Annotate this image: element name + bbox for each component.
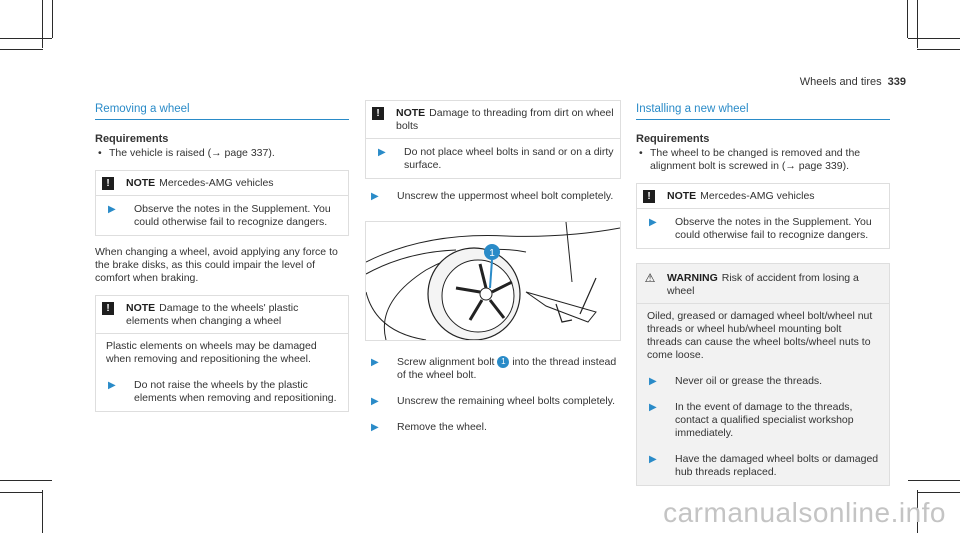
note-keyword: NOTE (667, 190, 697, 202)
note-box (95, 295, 349, 412)
wheel-drawing (366, 222, 620, 340)
step-text-part: into the thread instead of the wheel bolt. (397, 356, 617, 381)
instruction-step (96, 196, 348, 235)
warning-box (636, 263, 890, 486)
note-header (96, 296, 348, 334)
note-header (96, 171, 348, 196)
note-body: Plastic elements on wheels may be damaged when removing and repositioning the wheel. (106, 340, 317, 365)
step-text: Unscrew the remaining wheel bolts completely. (397, 395, 616, 407)
crop-mark (917, 49, 960, 50)
crop-mark (42, 0, 43, 48)
crop-mark (0, 492, 43, 493)
arrow-icon: ▶ (108, 204, 116, 215)
instruction-step (365, 388, 621, 414)
requirement-item: • The wheel to be changed is removed and the alignment bolt is screwed in (→ page 339). (636, 147, 890, 173)
arrow-icon: ▶ (649, 454, 657, 465)
crop-mark (917, 0, 918, 48)
arrow-icon: ▶ (649, 402, 657, 413)
note-keyword: NOTE (126, 302, 156, 314)
note-text: Mercedes-AMG vehicles (700, 190, 815, 202)
warning-keyword: WARNING (667, 272, 718, 284)
warning-triangle-icon: ⚠ (644, 271, 656, 285)
arrow-icon: ▶ (371, 422, 379, 433)
step-text: Remove the wheel. (397, 421, 487, 433)
left-column (95, 103, 349, 412)
note-header (366, 101, 620, 139)
paragraph: When changing a wheel, avoid applying any force to the brake disks, as this could impair the level of comfort when braking. (95, 246, 338, 284)
right-column (636, 103, 890, 486)
note-header (637, 184, 889, 209)
notice-icon: ! (102, 302, 114, 315)
requirement-item: • The vehicle is raised (→ page 337). (95, 147, 349, 160)
section-heading: Installing a new wheel (636, 103, 890, 120)
crop-mark (907, 0, 908, 38)
note-text: Mercedes-AMG vehicles (159, 177, 274, 189)
wheel-illustration (365, 221, 621, 341)
watermark: carmanualsonline.info (663, 497, 946, 528)
arrow-icon: ▶ (108, 380, 116, 391)
note-keyword: NOTE (126, 177, 156, 189)
instruction-step (365, 183, 621, 209)
step-text: Never oil or grease the threads. (675, 375, 823, 387)
note-text: Damage to the wheels' plastic elements when changing a wheel (126, 302, 299, 327)
step-text-part: Screw alignment bolt (397, 356, 495, 368)
notice-icon: ! (372, 107, 384, 120)
crop-mark (42, 490, 43, 533)
step-text: Have the damaged wheel bolts or damaged hub threads replaced. (675, 453, 879, 478)
warning-text: Risk of accident from losing a wheel (667, 272, 859, 297)
page-header (800, 76, 906, 88)
arrow-icon: ▶ (649, 376, 657, 387)
warning-header (637, 264, 889, 304)
crop-mark (917, 492, 960, 493)
step-text: In the event of damage to the threads, contact a qualified specialist workshop immediately. (675, 401, 854, 439)
note-keyword: NOTE (396, 107, 426, 119)
arrow-icon: ▶ (649, 217, 657, 228)
arrow-icon: ▶ (378, 147, 386, 158)
instruction-step (366, 139, 620, 178)
instruction-step (365, 349, 621, 388)
callout-number: 1 (489, 248, 495, 259)
crop-mark (908, 38, 960, 39)
crop-mark (0, 38, 52, 39)
callout-badge: 1 (497, 356, 509, 368)
crop-mark (908, 480, 960, 481)
instruction-step (637, 209, 889, 248)
instruction-step (637, 446, 889, 485)
step-text: Observe the notes in the Supplement. You could otherwise fail to recognize dangers. (134, 203, 331, 228)
requirements-heading: Requirements (636, 133, 710, 145)
section-title: Wheels and tires (799, 76, 882, 88)
step-text (397, 356, 621, 382)
middle-column (365, 100, 621, 440)
instruction-step (96, 372, 348, 411)
arrow-icon: ▶ (371, 191, 379, 202)
note-box (95, 170, 349, 236)
arrow-icon: ▶ (371, 357, 379, 368)
step-text: Do not raise the wheels by the plastic elements when removing and repositioning. (134, 379, 337, 404)
notice-icon: ! (643, 190, 655, 203)
note-text: Damage to threading from dirt on wheel bolts (396, 107, 614, 132)
crop-mark (0, 480, 52, 481)
crop-mark (0, 49, 43, 50)
warning-body: Oiled, greased or damaged wheel bolt/wheel nut threads or wheel hub/wheel mounting bolt threads can cause the wheel bolts/wheel nuts to come loose. (647, 310, 873, 361)
instruction-step (637, 394, 889, 446)
notice-icon: ! (102, 177, 114, 190)
step-text: Unscrew the uppermost wheel bolt completely. (397, 190, 614, 202)
section-heading: Removing a wheel (95, 103, 349, 120)
step-text: Do not place wheel bolts in sand or on a dirty surface. (404, 146, 614, 171)
note-box (365, 100, 621, 179)
instruction-step (365, 414, 621, 440)
step-text: Observe the notes in the Supplement. You could otherwise fail to recognize dangers. (675, 216, 872, 241)
crop-mark (52, 0, 53, 38)
note-box (636, 183, 890, 249)
arrow-icon: ▶ (371, 396, 379, 407)
page-number: 339 (887, 76, 906, 88)
instruction-step (637, 368, 889, 394)
requirements-heading: Requirements (95, 133, 169, 145)
